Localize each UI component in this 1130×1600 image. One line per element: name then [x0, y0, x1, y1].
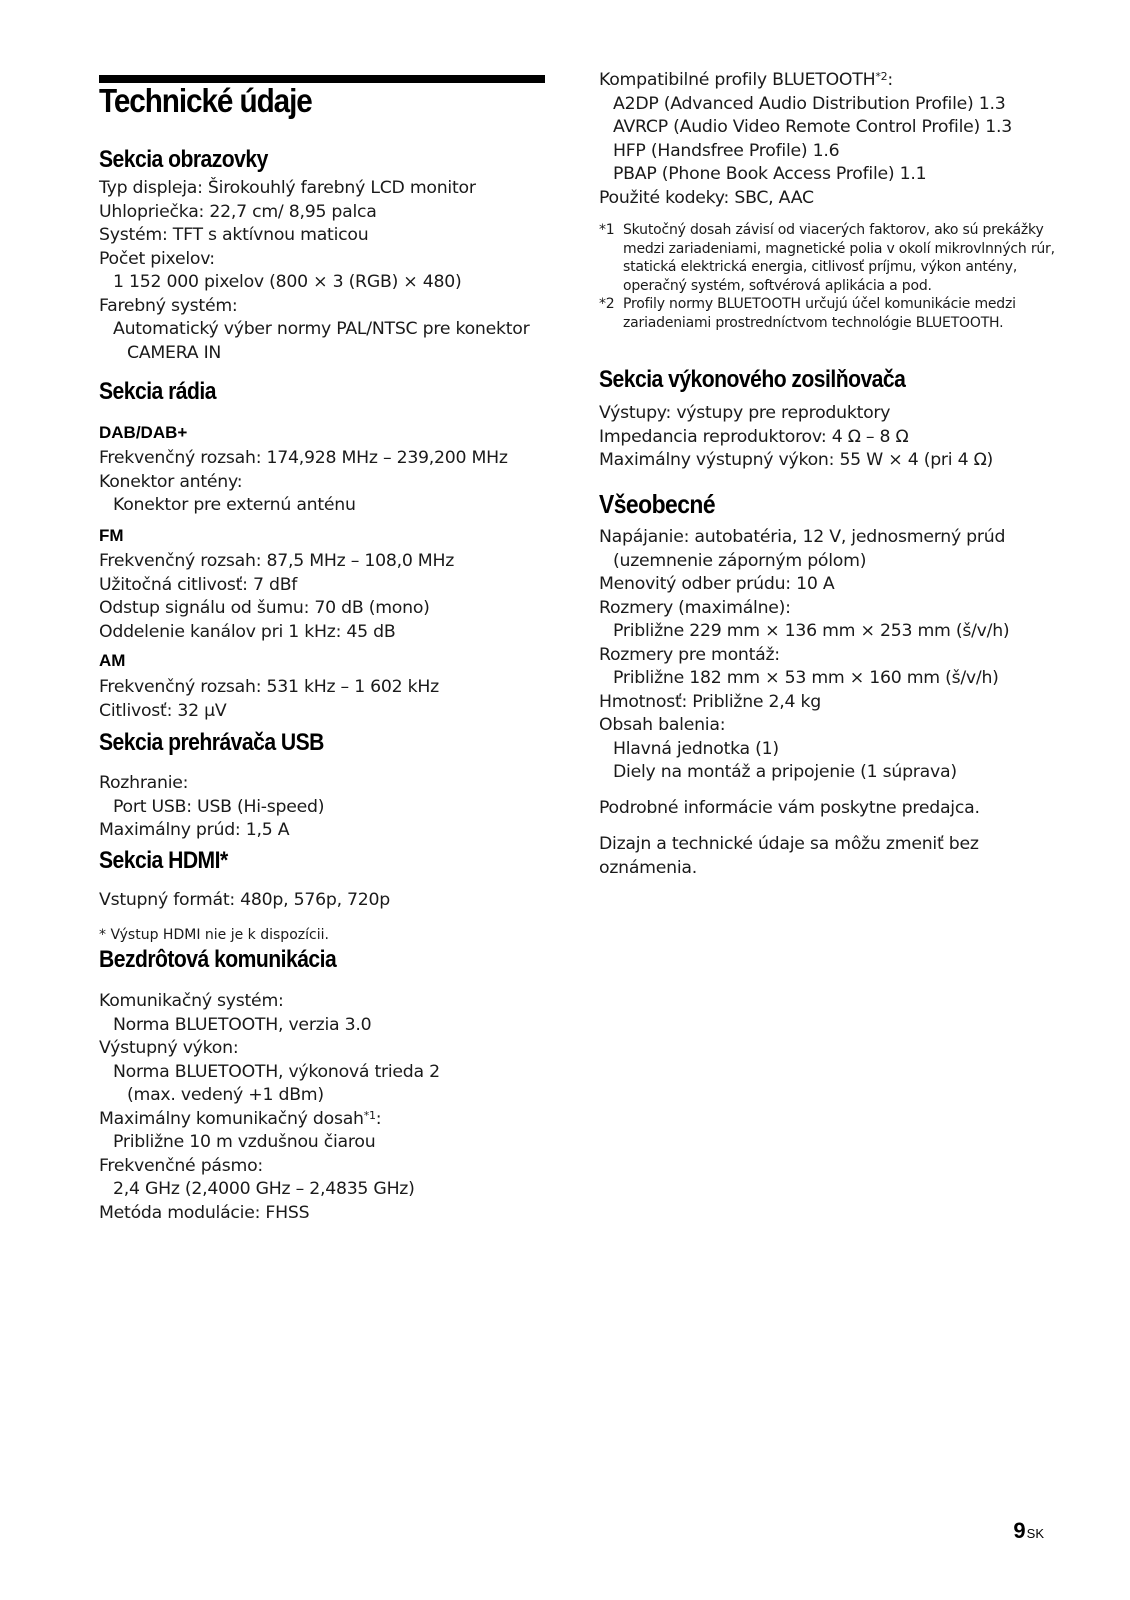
footnote-mark: *2	[599, 296, 615, 313]
spec-line: 2,4 GHz (2,4000 GHz – 2,4835 GHz)	[113, 1179, 415, 1199]
spec-line: (uzemnenie záporným pólom)	[613, 550, 867, 571]
spec-line: Impedancia reproduktorov: 4 Ω – 8 Ω	[599, 426, 909, 447]
footnote-ref-2: *2	[875, 70, 888, 83]
wireless-section-heading: Bezdrôtová komunikácia	[99, 946, 337, 973]
hdmi-section-heading: Sekcia HDMI*	[99, 847, 228, 874]
page-title: Technické údaje	[99, 82, 312, 119]
spec-line: Približne 229 mm × 136 mm × 253 mm (š/v/h)	[613, 621, 1010, 641]
spec-line: Napájanie: autobatéria, 12 V, jednosmerný prúd	[599, 527, 1006, 547]
spec-line: Norma BLUETOOTH, výkonová trieda 2	[113, 1061, 440, 1082]
wireless-spec-list	[99, 990, 440, 1225]
spec-line: Konektor antény:	[99, 471, 243, 492]
spec-line: Rozmery (maximálne):	[599, 597, 791, 618]
spec-line: Komunikačný systém:	[99, 991, 284, 1011]
dealer-note: Podrobné informácie vám poskytne predajca.	[599, 798, 980, 818]
amplifier-spec-list	[599, 402, 993, 473]
screen-spec-list	[99, 177, 529, 365]
general-spec-list	[599, 526, 1009, 785]
spec-line: Vstupný formát: 480p, 576p, 720p	[99, 890, 391, 910]
spec-line: (max. vedený +1 dBm)	[127, 1085, 324, 1105]
am-spec-list	[99, 676, 439, 723]
spec-line: Norma BLUETOOTH, verzia 3.0	[113, 1014, 372, 1035]
spec-line: Farebný systém:	[99, 295, 238, 316]
spec-line: 1 152 000 pixelov (800 × 3 (RGB) × 480)	[113, 272, 462, 292]
profiles-label: Kompatibilné profily BLUETOOTH	[599, 70, 876, 90]
amplifier-section-heading: Sekcia výkonového zosilňovača	[599, 366, 906, 393]
radio-section-heading: Sekcia rádia	[99, 378, 216, 405]
profile-item: PBAP (Phone Book Access Profile) 1.1	[613, 164, 927, 184]
footnote-list	[599, 221, 1059, 333]
spec-line: Menovitý odber prúdu: 10 A	[599, 574, 835, 594]
am-subheading: AM	[99, 651, 126, 670]
hdmi-footnote: * Výstup HDMI nie je k dispozícii.	[99, 927, 329, 943]
screen-section-heading: Sekcia obrazovky	[99, 146, 268, 173]
spec-line: Frekvenčný rozsah: 174,928 MHz – 239,200 MHz	[99, 448, 508, 468]
range-colon: :	[375, 1108, 382, 1129]
spec-line: Výstupný výkon:	[99, 1038, 239, 1058]
spec-line: Rozmery pre montáž:	[599, 644, 780, 665]
spec-line: Diely na montáž a pripojenie (1 súprava)	[613, 762, 957, 782]
fm-subheading: FM	[99, 526, 124, 545]
page-number-value: 9	[1013, 1518, 1026, 1543]
spec-line: Rozhranie:	[99, 773, 189, 793]
spec-line: CAMERA IN	[127, 342, 222, 363]
dab-spec-list	[99, 447, 508, 518]
spec-line	[99, 1108, 440, 1132]
dab-subheading: DAB/DAB+	[99, 423, 188, 442]
spec-line: Približne 182 mm × 53 mm × 160 mm (š/v/h)	[613, 668, 999, 688]
range-label: Maximálny komunikačný dosah	[99, 1108, 364, 1129]
spec-line: Typ displeja: Širokouhlý farebný LCD monitor	[99, 178, 476, 198]
spec-line: Metóda modulácie: FHSS	[99, 1202, 310, 1223]
fm-spec-list	[99, 550, 454, 644]
spec-line: Obsah balenia:	[599, 715, 726, 735]
spec-line: Maximálny výstupný výkon: 55 W × 4 (pri 4 Ω)	[599, 450, 994, 470]
profile-item: HFP (Handsfree Profile) 1.6	[613, 140, 840, 161]
spec-line: Uhlopriečka: 22,7 cm/ 8,95 palca	[99, 201, 377, 222]
profile-item: AVRCP (Audio Video Remote Control Profile) 1.3	[613, 117, 1013, 137]
spec-line: Konektor pre externú anténu	[113, 495, 356, 515]
page-number	[1013, 1518, 1044, 1544]
spec-line: Odstup signálu od šumu: 70 dB (mono)	[99, 598, 430, 618]
spec-line: Maximálny prúd: 1,5 A	[99, 820, 290, 840]
spec-line: Počet pixelov:	[99, 248, 215, 269]
footnote-mark: *1	[599, 222, 615, 238]
spec-line: Hlavná jednotka (1)	[613, 738, 779, 759]
spec-line: Frekvenčný rozsah: 531 kHz – 1 602 kHz	[99, 677, 439, 697]
usb-section-heading: Sekcia prehrávača USB	[99, 729, 324, 756]
footnote-text: Profily normy BLUETOOTH určujú účel komunikácie medzi zariadeniami prostredníctvom technológie BLUETOOTH.	[623, 296, 1016, 331]
footnote-item	[599, 295, 1059, 332]
hdmi-spec-list	[99, 889, 390, 913]
profiles-colon: :	[887, 70, 893, 90]
spec-line: Automatický výber normy PAL/NTSC pre konektor	[113, 319, 530, 339]
spec-line: Port USB: USB (Hi-speed)	[113, 796, 325, 817]
spec-line: Citlivosť: 32 µV	[99, 700, 227, 721]
footnote-ref-1: *1	[363, 1108, 376, 1122]
spec-line	[599, 69, 1012, 93]
spec-line: Oddelenie kanálov pri 1 kHz: 45 dB	[99, 621, 396, 642]
spec-line: Užitočná citlivosť: 7 dBf	[99, 574, 298, 595]
change-note: Dizajn a technické údaje sa môžu zmeniť bez oznámenia.	[599, 834, 979, 878]
spec-line: Približne 10 m vzdušnou čiarou	[113, 1132, 376, 1152]
profiles-list	[599, 69, 1012, 210]
page-language-code: SK	[1026, 1526, 1044, 1541]
footnote-text: Skutočný dosah závisí od viacerých faktorov, ako sú prekážky medzi zariadeniami, magnetické polia v okolí mikrovlnných rúr, statická elektrická energia, citlivosť príjmu, výkon antény, operačný systém, softvérová aplikácia a pod.	[623, 222, 1055, 294]
spec-line: Frekvenčný rozsah: 87,5 MHz – 108,0 MHz	[99, 551, 455, 571]
spec-line: Systém: TFT s aktívnou maticou	[99, 225, 369, 245]
spec-line: Použité kodeky: SBC, AAC	[599, 187, 814, 208]
usb-spec-list	[99, 772, 324, 843]
spec-line: Hmotnosť: Približne 2,4 kg	[599, 691, 821, 712]
spec-line: Výstupy: výstupy pre reproduktory	[599, 403, 891, 423]
general-section-heading: Všeobecné	[599, 489, 716, 519]
footnote-item	[599, 221, 1059, 295]
spec-line: Frekvenčné pásmo:	[99, 1155, 263, 1176]
profile-item: A2DP (Advanced Audio Distribution Profile) 1.3	[613, 93, 1006, 114]
